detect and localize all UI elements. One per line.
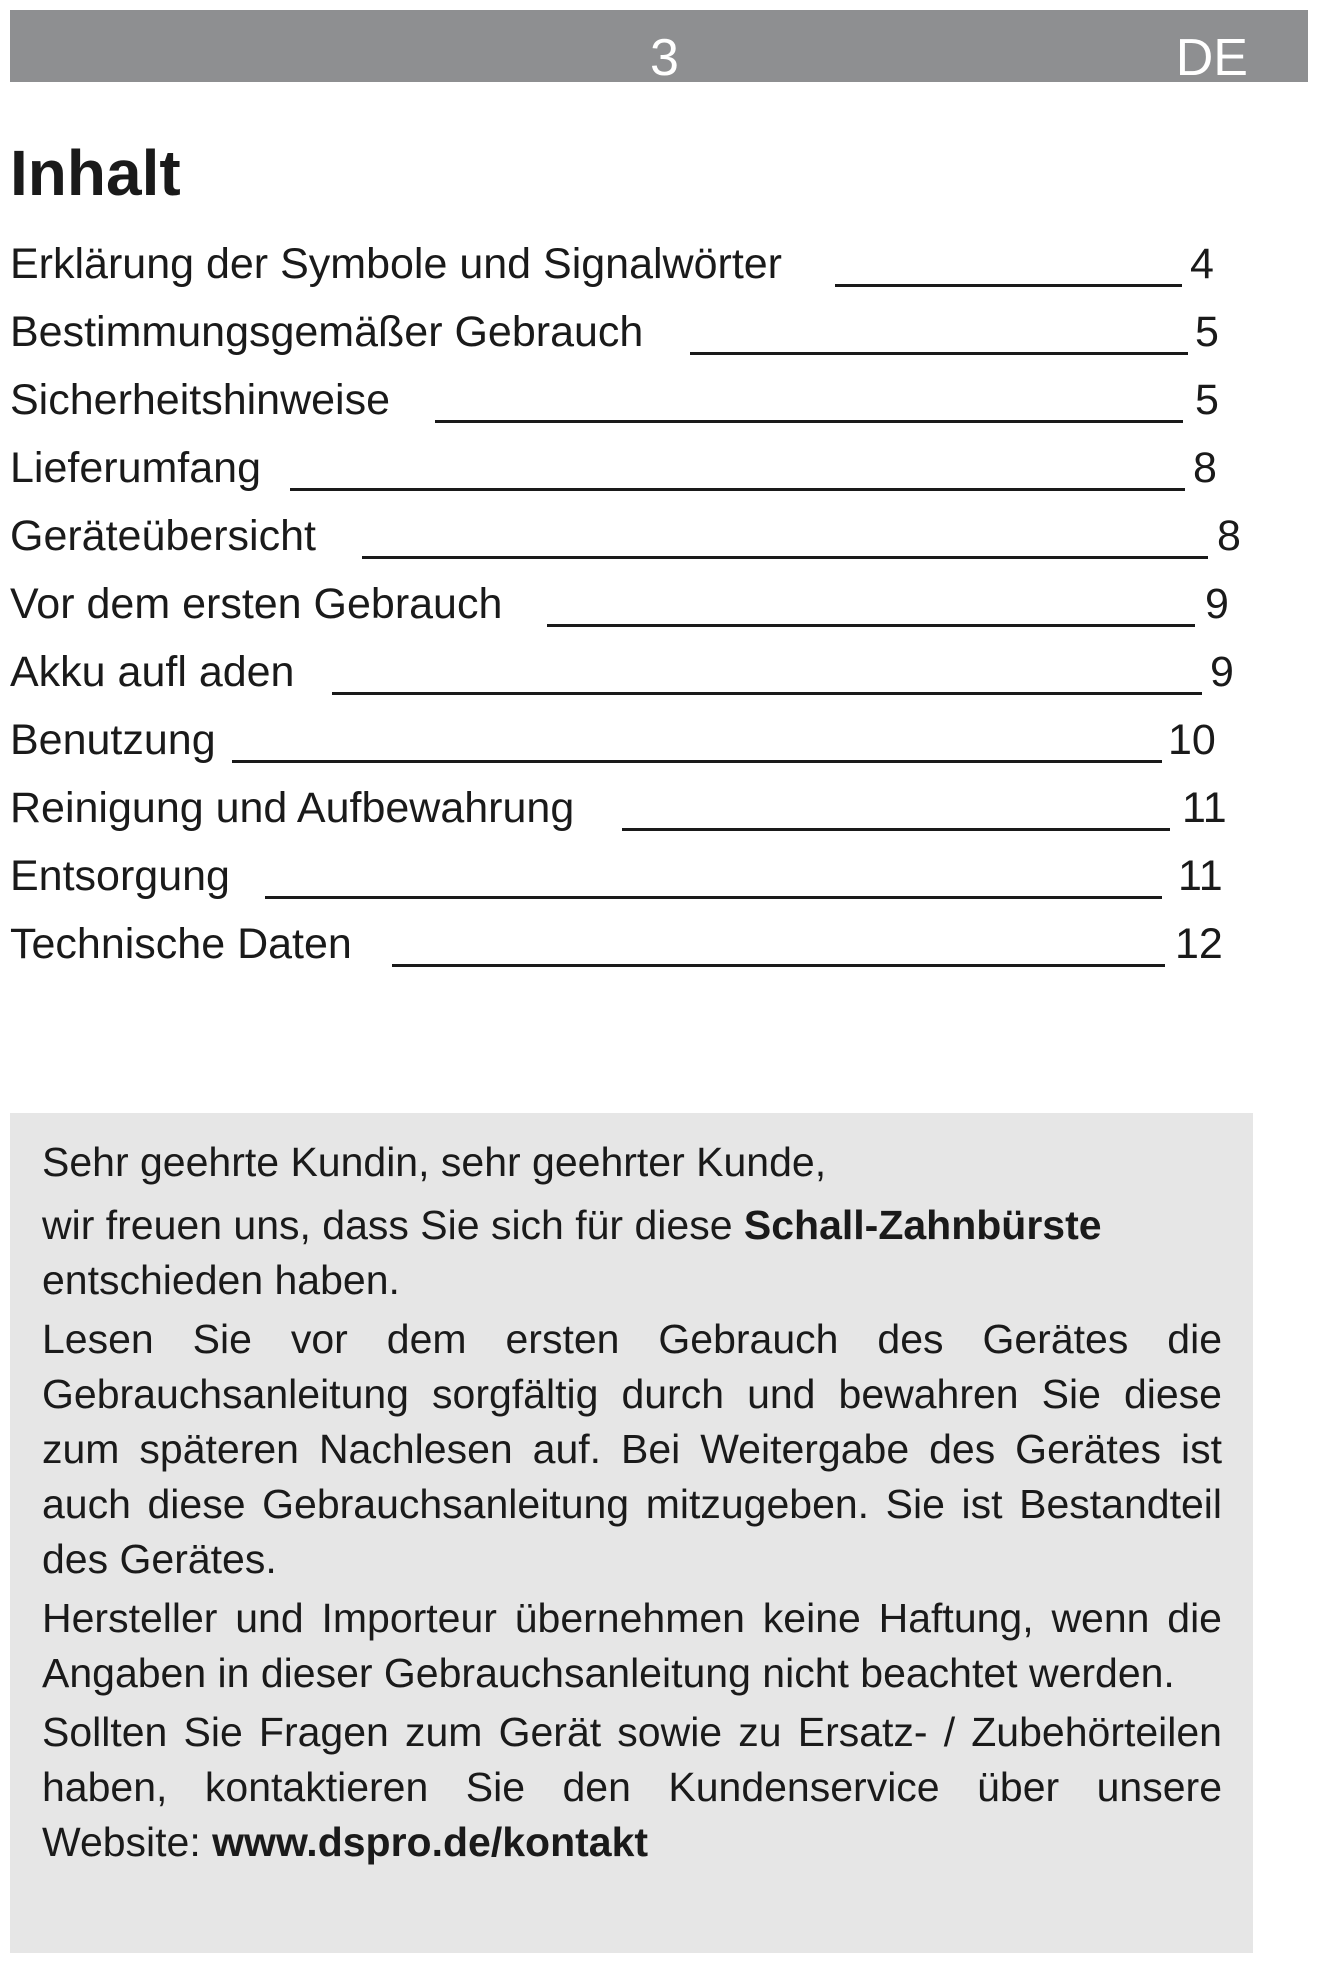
toc-entry-label: Bestimmungsgemäßer Gebrauch: [10, 308, 644, 356]
intro-text: Sollten Sie Fragen zum Gerät sowie zu Ersatz- / Zubehörteilen haben, kontaktieren Sie den Kundenservice über unsere Website:: [42, 1709, 1222, 1865]
language-code: DE: [1175, 29, 1248, 87]
toc-entry-page: 10: [1168, 716, 1216, 764]
page-number: 3: [650, 29, 679, 87]
salutation: Sehr geehrte Kundin, sehr geehrter Kunde,: [42, 1139, 827, 1185]
toc-entry-label: Entsorgung: [10, 852, 230, 900]
toc-entry-label: Erklärung der Symbole und Signalwörter: [10, 240, 783, 288]
toc-entry-symbole: [10, 236, 1260, 304]
toc-entry-label: Akku aufl aden: [10, 648, 295, 696]
toc-entry-entsorgung: [10, 848, 1260, 916]
toc-entry-page: 5: [1195, 376, 1219, 424]
toc-entry-page: 9: [1205, 580, 1229, 628]
toc-entry-technische-daten: [10, 916, 1260, 984]
toc-entry-lieferumfang: [10, 440, 1260, 508]
toc-entry-page: 11: [1178, 852, 1223, 900]
toc-entry-page: 12: [1175, 920, 1223, 968]
customer-greeting-box: [10, 1113, 1253, 1953]
toc-entry-label: Sicherheitshinweise: [10, 376, 391, 424]
toc-entry-benutzung: [10, 712, 1260, 780]
toc-entry-label: Reinigung und Aufbewahrung: [10, 784, 575, 832]
website-link: www.dspro.de/kontakt: [212, 1819, 649, 1865]
toc-title: Inhalt: [10, 137, 181, 209]
toc-leader-line: [435, 420, 1183, 423]
toc-leader-line: [332, 692, 1202, 695]
toc-entry-page: 5: [1195, 308, 1219, 356]
toc-leader-line: [232, 760, 1162, 763]
toc-entry-label: Geräteübersicht: [10, 512, 316, 560]
toc-leader-line: [362, 556, 1208, 559]
intro-paragraph-4: [42, 1705, 1222, 1870]
intro-paragraph-1: [42, 1198, 1222, 1308]
toc-leader-line: [265, 896, 1162, 899]
toc-entry-page: 9: [1210, 648, 1234, 696]
toc-entry-label: Vor dem ersten Gebrauch: [10, 580, 503, 628]
toc-leader-line: [622, 828, 1170, 831]
toc-entry-erster-gebrauch: [10, 576, 1260, 644]
toc-leader-line: [690, 352, 1188, 355]
toc-entry-label: Benutzung: [10, 716, 216, 764]
toc-entry-sicherheit: [10, 372, 1260, 440]
toc-entry-page: 8: [1217, 512, 1241, 560]
table-of-contents: [10, 236, 1260, 984]
toc-entry-reinigung: [10, 780, 1260, 848]
product-name: Schall-Zahnbürste: [743, 1202, 1102, 1248]
intro-text: wir freuen uns, dass Sie sich für diese: [42, 1202, 744, 1248]
toc-entry-label: Lieferumfang: [10, 444, 261, 492]
toc-entry-page: 11: [1182, 784, 1227, 832]
toc-entry-page: 4: [1190, 240, 1214, 288]
page-header-bar: [10, 10, 1308, 87]
toc-leader-line: [392, 964, 1165, 967]
greeting-text: [42, 1135, 1222, 1874]
toc-leader-line: [290, 488, 1185, 491]
toc-entry-uebersicht: [10, 508, 1260, 576]
intro-paragraph-3: Hersteller und Importeur übernehmen keine Haftung, wenn die Angaben in dieser Gebrauchsanleitung nicht beachtet werden.: [42, 1595, 1222, 1696]
toc-entry-akku: [10, 644, 1260, 712]
toc-entry-gebrauch: [10, 304, 1260, 372]
intro-paragraph-2: Lesen Sie vor dem ersten Gebrauch des Gerätes die Gebrauchsanleitung sorgfältig durch und bewahren Sie diese zum späteren Nachlesen auf. Bei Weitergabe des Gerätes ist auch diese Gebrauchsanleitung mitzugeben. Sie ist Bestandteil des Gerätes.: [42, 1316, 1222, 1582]
toc-leader-line: [835, 284, 1182, 287]
intro-text: entschieden haben.: [42, 1257, 400, 1303]
toc-leader-line: [547, 624, 1195, 627]
toc-entry-page: 8: [1193, 444, 1217, 492]
toc-entry-label: Technische Daten: [10, 920, 352, 968]
